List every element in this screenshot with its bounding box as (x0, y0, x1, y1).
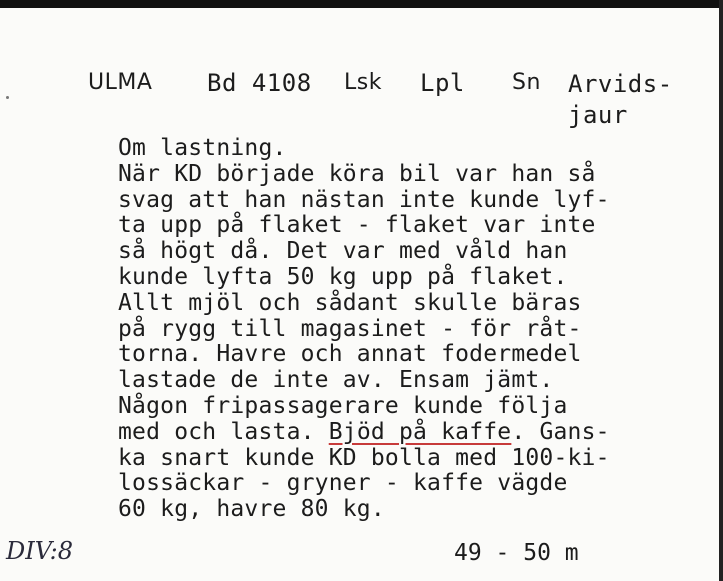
archive-mark: DIV:8 (6, 537, 73, 565)
text-line: 60 kg, havre 80 kg. (118, 496, 385, 523)
text-line: ta upp på flaket - flaket var inte (118, 212, 596, 239)
header-place-line2: jaur (568, 101, 628, 129)
right-border (719, 0, 723, 581)
text-line: svag att han nästan inte kunde lyf- (118, 186, 610, 213)
text-line (118, 420, 708, 446)
body-text (118, 136, 708, 523)
text-segment: med och lasta. (118, 418, 315, 445)
text-segment: . Gans- (511, 418, 610, 445)
page-reference: 49 - 50 m (454, 540, 579, 566)
header-sn: Sn (512, 70, 541, 95)
header-lsk: Lsk (344, 70, 382, 95)
header-ulma: ULMA (88, 70, 153, 95)
header-lpl: Lpl (420, 69, 465, 97)
text-line: på rygg till magasinet - för råt- (118, 315, 582, 342)
header-bd: Bd 4108 (207, 69, 312, 97)
header-place-line1: Arvids- (568, 70, 673, 98)
underlined-phrase: Bjöd på kaffe (328, 418, 512, 445)
text-line: lastade de inte av. Ensam jämt. (118, 367, 554, 394)
top-border (0, 0, 723, 8)
text-line: ka snart kunde KD bolla med 100-ki- (118, 444, 610, 471)
text-line: Allt mjöl och sådant skulle bäras (118, 289, 582, 316)
text-line: Om lastning. (118, 135, 287, 161)
text-line: torna. Havre och annat fodermedel (118, 341, 582, 368)
text-line: kunde lyfta 50 kg upp på flaket. (118, 263, 568, 290)
text-line: så högt då. Det var med våld han (118, 238, 568, 265)
text-line: lossäckar - gryner - kaffe vägde (118, 470, 568, 497)
text-line: När KD började köra bil var han så (118, 160, 596, 187)
margin-dot (6, 96, 9, 99)
text-line: Någon fripassagerare kunde följa (118, 392, 568, 419)
